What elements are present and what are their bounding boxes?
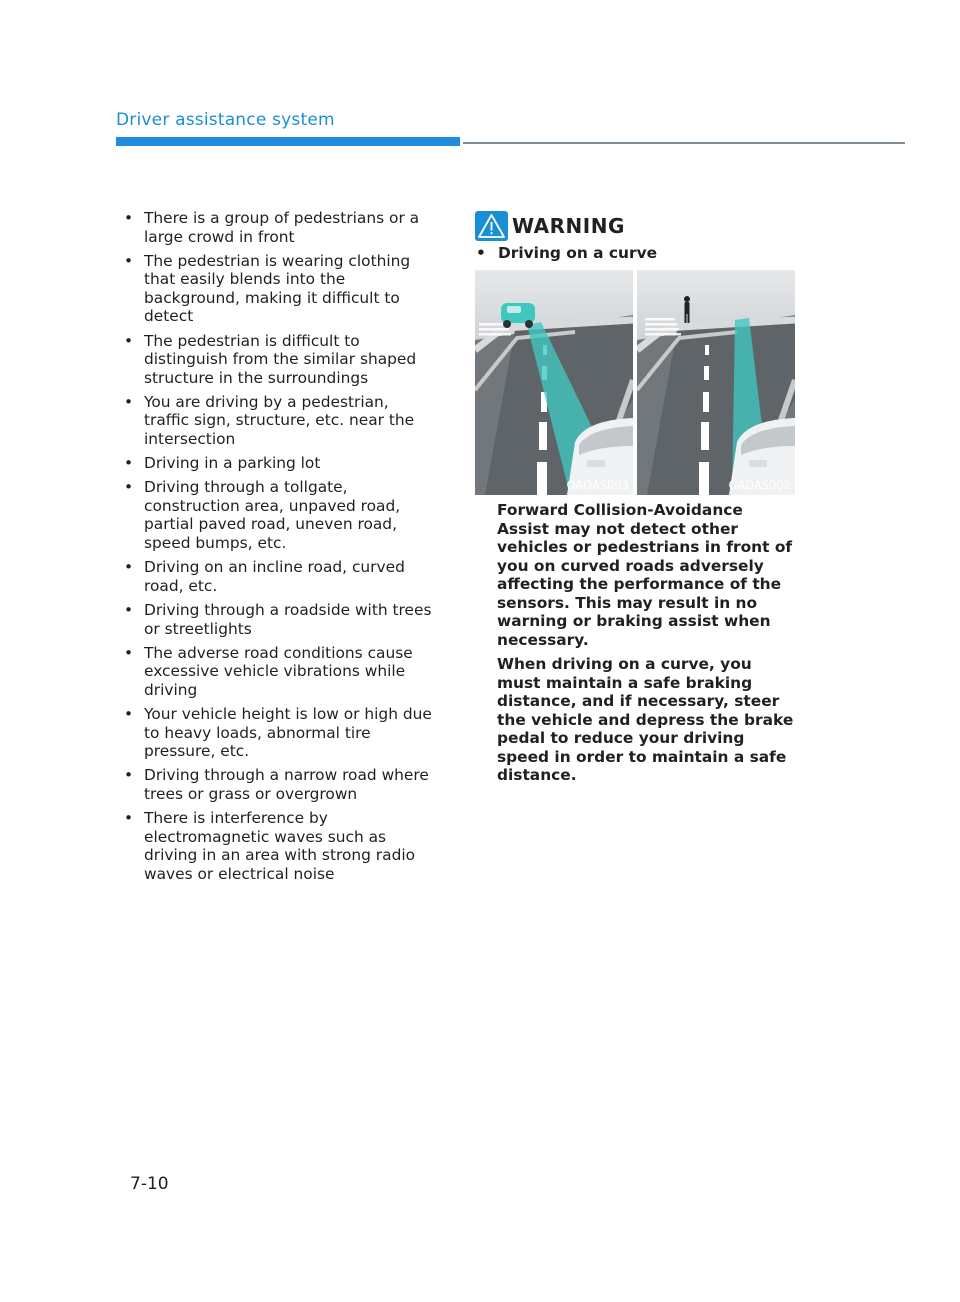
list-item-text: There is interference by electromagnetic waves such as driving in an area with strong radio waves or electrical noise [144,809,416,883]
warning-body [497,501,797,791]
list-item [116,393,436,449]
list-item [116,332,436,388]
page-number: 7-10 [130,1174,169,1194]
warning-heading [475,211,625,241]
list-item [116,454,436,473]
bullet: • [476,244,486,262]
list-item [116,209,436,246]
bullet: • [124,558,134,577]
figure-code: OADAS003 [566,478,629,492]
list-item-text: There is a group of pedestrians or a large crowd in front [144,209,420,246]
bullet: • [124,478,134,497]
list-item-text: The adverse road conditions cause excessive vehicle vibrations while driving [144,643,413,699]
bullet: • [124,766,134,785]
bullet: • [124,643,134,662]
bullet: • [124,454,134,473]
header-rule-accent [116,137,460,146]
bullet: • [124,705,134,724]
list-item [116,809,436,883]
bullet: • [124,601,134,620]
pedestrian-on-curve-illustration [637,270,795,495]
list-item [116,766,436,803]
list-item [116,705,436,761]
figure-code: OADAS002 [728,478,791,492]
vehicle-on-curve-illustration [475,270,633,495]
list-item [116,601,436,638]
conditions-list [116,209,436,883]
illustration-vehicle-on-curve [475,270,633,495]
warning-item [476,244,657,262]
list-item [116,252,436,326]
list-item-text: Driving through a tollgate, construction area, unpaved road, partial paved road, uneven road, speed bumps, etc. [144,478,401,552]
warning-triangle-icon [475,211,508,241]
bullet: • [124,209,134,227]
bullet: • [124,331,134,350]
conditions-list-column [116,209,436,889]
list-item-text: Driving through a narrow road where trees or grass or overgrown [144,766,429,803]
list-item-text: The pedestrian is wearing clothing that easily blends into the background, making it difficult to detect [144,251,411,326]
bullet: • [124,809,134,828]
list-item-text: Driving in a parking lot [144,454,321,473]
bullet: • [124,251,134,270]
section-title: Driver assistance system [116,110,335,130]
list-item-text: Driving on an incline road, curved road, etc. [144,558,405,595]
warning-title: WARNING [512,214,625,238]
list-item-text: You are driving by a pedestrian, traffic sign, structure, etc. near the intersection [144,392,415,448]
list-item [116,644,436,700]
warning-paragraph: Forward Collision-Avoidance Assist may not detect other vehicles or pedestrians in front of you on curved roads adversely affecting the performance of the sensors. This may result in no warning or braking assist when necessary. [497,501,793,649]
list-item-text: Driving through a roadside with trees or streetlights [144,601,432,638]
header-rule [463,142,905,144]
bullet: • [124,392,134,411]
warning-paragraph: When driving on a curve, you must maintain a safe braking distance, and if necessary, steer the vehicle and depress the brake pedal to reduce your driving speed in order to maintain a safe distance. [497,655,794,784]
list-item-text: Your vehicle height is low or high due to heavy loads, abnormal tire pressure, etc. [144,705,432,761]
list-item [116,478,436,552]
list-item [116,558,436,595]
warning-item-text: Driving on a curve [498,244,658,262]
list-item-text: The pedestrian is difficult to distinguish from the similar shaped structure in the surroundings [144,331,417,387]
illustration-pedestrian-on-curve [637,270,795,495]
